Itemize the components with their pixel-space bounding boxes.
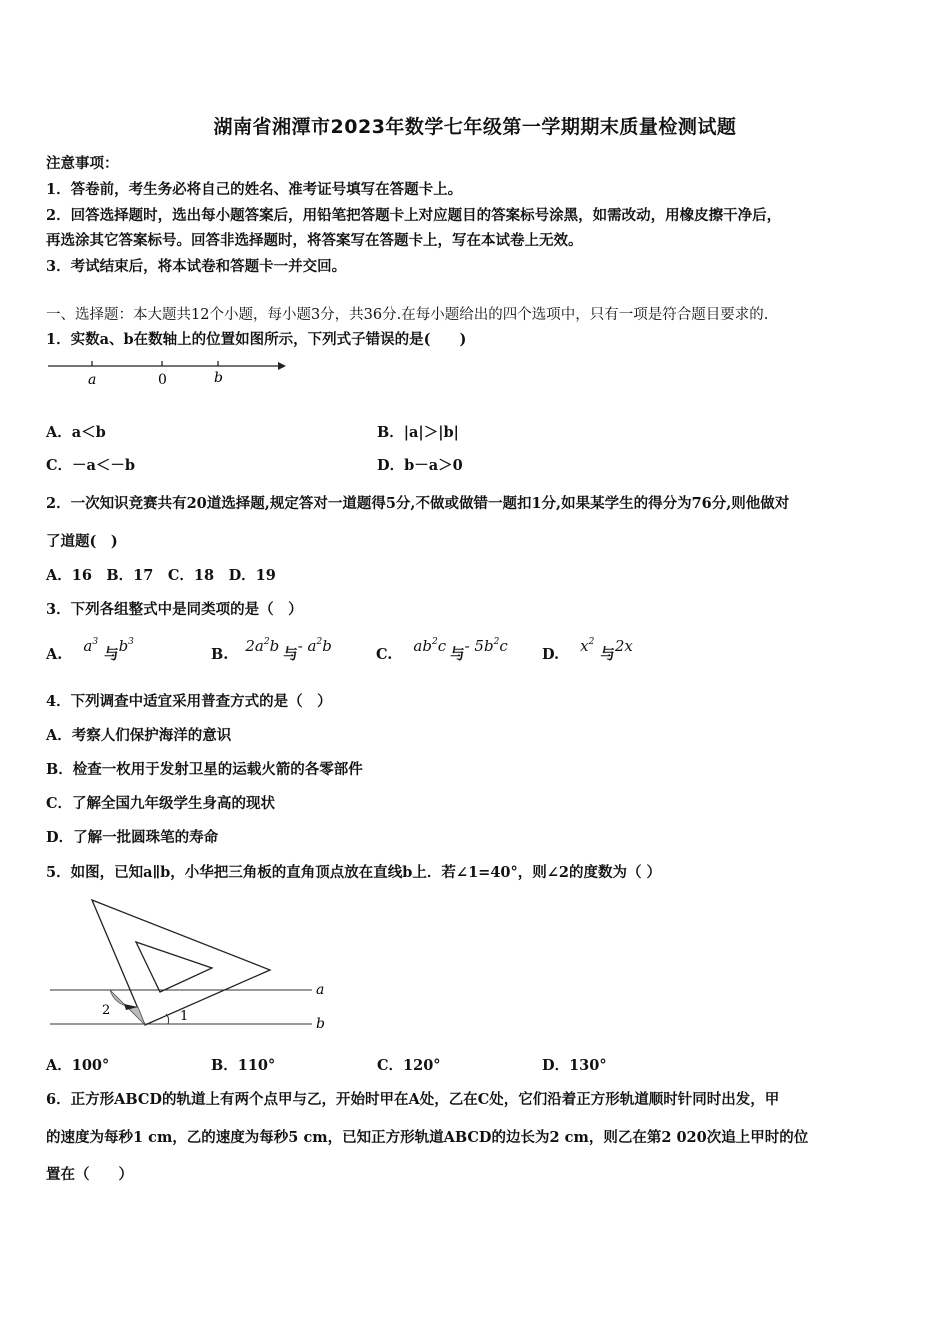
question-2-stem: 2．一次知识竞赛共有20道选择题,规定答对一道题得5分,不做或做错一题扣1分,如果某学生的得分为76分,则他做对	[46, 495, 790, 512]
label-b: b	[214, 370, 223, 386]
label-b: b	[316, 1016, 325, 1032]
option-label: C.	[376, 646, 393, 663]
q5-option-b[interactable]: B．110°	[211, 1057, 276, 1074]
label-a: a	[316, 982, 325, 998]
q5-option-c[interactable]: C．120°	[377, 1057, 441, 1074]
label-0: 0	[158, 372, 167, 388]
number-line-arrow	[278, 362, 286, 370]
q4-option-c[interactable]: C．了解全国九年级学生身高的现状	[46, 795, 276, 812]
notice-item: 3．考试结束后，将本试卷和答题卡一并交回。	[46, 258, 347, 275]
option-label: B.	[211, 646, 229, 663]
section-heading: 一、选择题：本大题共12个小题，每小题3分，共36分.在每小题给出的四个选项中，只有一项是符合题目要求的.	[46, 307, 769, 323]
notice-item: 1．答卷前，考生务必将自己的姓名、准考证号填写在答题卡上。	[46, 181, 463, 198]
question-5-stem: 5．如图，已知a∥b，小华把三角板的直角顶点放在直线b上．若∠1=40°，则∠2的度数为（ ）	[46, 864, 662, 881]
q4-option-b[interactable]: B．检查一枚用于发射卫星的运载火箭的各零部件	[46, 761, 363, 778]
q1-option-d[interactable]: D．b－a＞0	[377, 457, 463, 474]
math-expr: $2a^2b$	[245, 637, 280, 655]
question-3-stem: 3．下列各组整式中是同类项的是（ ）	[46, 601, 303, 618]
question-6-stem: 6．正方形ABCD的轨道上有两个点甲与乙，开始时甲在A处，乙在C处，它们沿着正方形轨道顺时针同时出发，甲	[46, 1091, 780, 1108]
notice-item: 2．回答选择题时，选出每小题答案后，用铅笔把答题卡上对应题目的答案标号涂黑，如需改动，用橡皮擦干净后，	[46, 207, 782, 224]
question-4-stem: 4．下列调查中适宜采用普查方式的是（ ）	[46, 693, 332, 710]
q4-option-a[interactable]: A．考察人们保护海洋的意识	[46, 727, 232, 744]
math-expr: $b^3$	[118, 637, 134, 655]
notice-item: 再选涂其它答案标号。回答非选择题时，将答案写在答题卡上，写在本试卷上无效。	[46, 232, 583, 249]
question-6-stem-cont: 的速度为每秒1 cm，乙的速度为每秒5 cm，已知正方形轨道ABCD的边长为2 cm，则乙在第2 020次追上甲时的位	[46, 1129, 809, 1146]
option-label: A.	[46, 646, 63, 663]
question-1-stem: 1．实数a、b在数轴上的位置如图所示，下列式子错误的是( )	[46, 331, 467, 348]
page-title: 湖南省湘潭市2023年数学七年级第一学期期末质量检测试题	[213, 116, 737, 138]
label-1: 1	[180, 1009, 189, 1024]
math-expr: $ab^2c$	[413, 637, 447, 655]
conj: 与	[283, 646, 298, 663]
label-2: 2	[102, 1003, 111, 1018]
q1-option-c[interactable]: C．－a＜－b	[46, 457, 136, 474]
notice-heading: 注意事项：	[46, 155, 119, 172]
math-expr: $a^3$	[83, 637, 99, 655]
conj: 与	[450, 646, 465, 663]
q4-option-d[interactable]: D．了解一批圆珠笔的寿命	[46, 829, 219, 846]
q3-option-b[interactable]	[211, 637, 332, 664]
math-expr: - $a^2b$	[297, 637, 332, 655]
question-2-stem-cont: 了道题( )	[46, 533, 118, 550]
conj: 与	[104, 646, 119, 663]
q2-options[interactable]: A．16 B．17 C．18 D．19	[46, 567, 276, 584]
q5-option-a[interactable]: A．100°	[46, 1057, 110, 1074]
conj: 与	[600, 646, 615, 663]
triangle-inner	[136, 942, 212, 992]
q3-option-a[interactable]	[46, 637, 134, 664]
math-expr: 2x	[614, 637, 633, 655]
q3-option-d[interactable]	[542, 637, 633, 664]
question-6-stem-end: 置在（ ）	[46, 1166, 133, 1183]
q1-option-a[interactable]: A．a＜b	[46, 424, 106, 441]
label-a: a	[88, 372, 97, 388]
math-expr: $x^2$	[580, 637, 595, 655]
q3-option-c[interactable]	[376, 637, 508, 664]
q1-option-b[interactable]: B．|a|＞|b|	[377, 424, 459, 441]
number-line-figure	[40, 352, 300, 392]
triangle-ruler-figure	[40, 890, 340, 1040]
q5-option-d[interactable]: D．130°	[542, 1057, 607, 1074]
triangle-outer	[92, 900, 270, 1025]
math-expr: - $5b^2c$	[464, 637, 508, 655]
option-label: D.	[542, 646, 560, 663]
